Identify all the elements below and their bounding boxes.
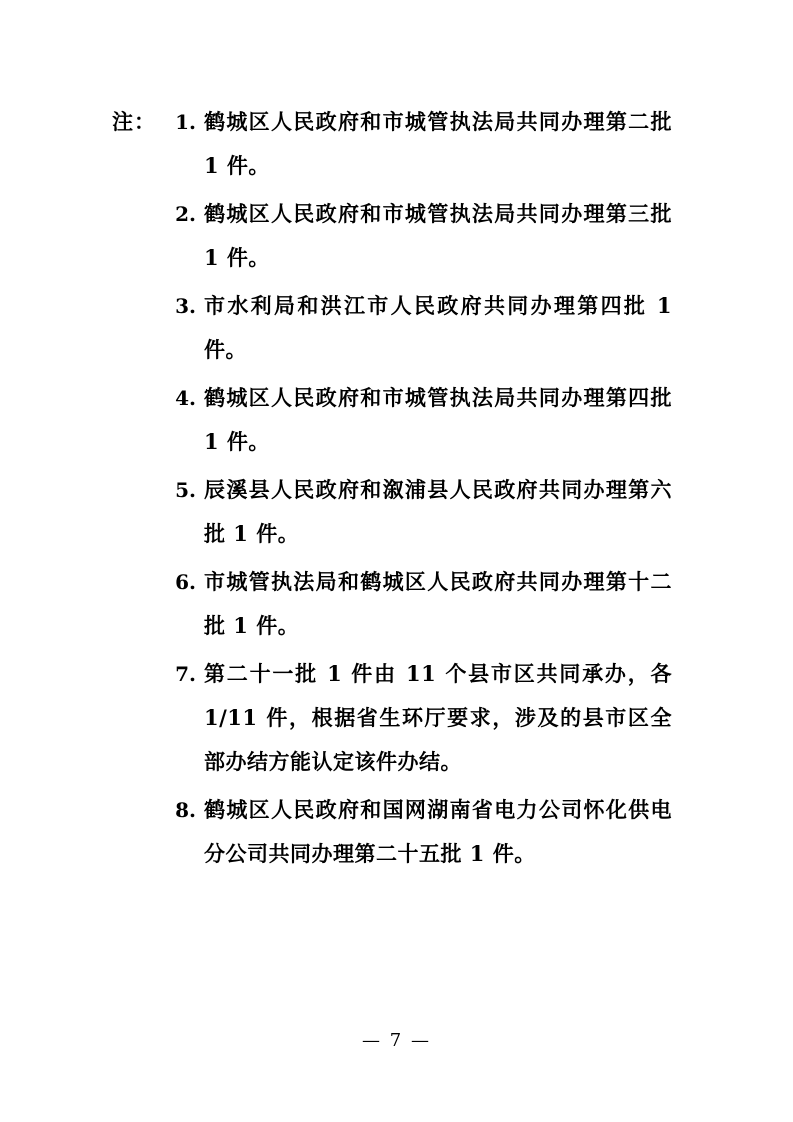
list-item-number: 7. (175, 662, 196, 686)
list-item-text: 市水利局和洪江市人民政府共同办理第四批 1 件。 (204, 293, 680, 362)
list-item (170, 652, 680, 784)
list-item-number: 8. (175, 798, 196, 822)
list-item-number: 2. (175, 202, 196, 226)
list-item-number: 4. (175, 386, 196, 410)
note-item-list (170, 100, 680, 880)
list-item (170, 284, 680, 372)
list-item-text: 鹤城区人民政府和市城管执法局共同办理第二批 1 件。 (204, 109, 680, 178)
list-item (170, 788, 672, 876)
list-item-number: 1. (175, 110, 196, 134)
list-item-text: 市城管执法局和鹤城区人民政府共同办理第十二批 1 件。 (204, 569, 672, 638)
note-block (112, 100, 680, 886)
list-item-text: 鹤城区人民政府和市城管执法局共同办理第三批 1 件。 (204, 201, 680, 270)
list-item-text: 辰溪县人民政府和溆浦县人民政府共同办理第六批 1 件。 (204, 477, 672, 546)
list-item-number: 3. (175, 294, 196, 318)
list-item-number: 6. (175, 570, 196, 594)
list-item (170, 192, 680, 280)
list-item (170, 468, 672, 556)
note-label: 注： (112, 109, 156, 134)
list-item-text: 鹤城区人民政府和市城管执法局共同办理第四批 1 件。 (204, 385, 680, 454)
list-item-text: 鹤城区人民政府和国网湖南省电力公司怀化供电分公司共同办理第二十五批 1 件。 (204, 797, 672, 866)
list-item (170, 560, 672, 648)
list-item (170, 100, 680, 188)
list-item (170, 376, 680, 464)
note-row (112, 100, 680, 880)
page-number: — 7 — (362, 1030, 431, 1051)
list-item-number: 5. (175, 478, 196, 502)
list-item-text: 第二十一批 1 件由 11 个县市区共同承办，各 1/11 件，根据省生环厅要求，涉及的县市区全部办结方能认定该件办结。 (204, 661, 680, 774)
